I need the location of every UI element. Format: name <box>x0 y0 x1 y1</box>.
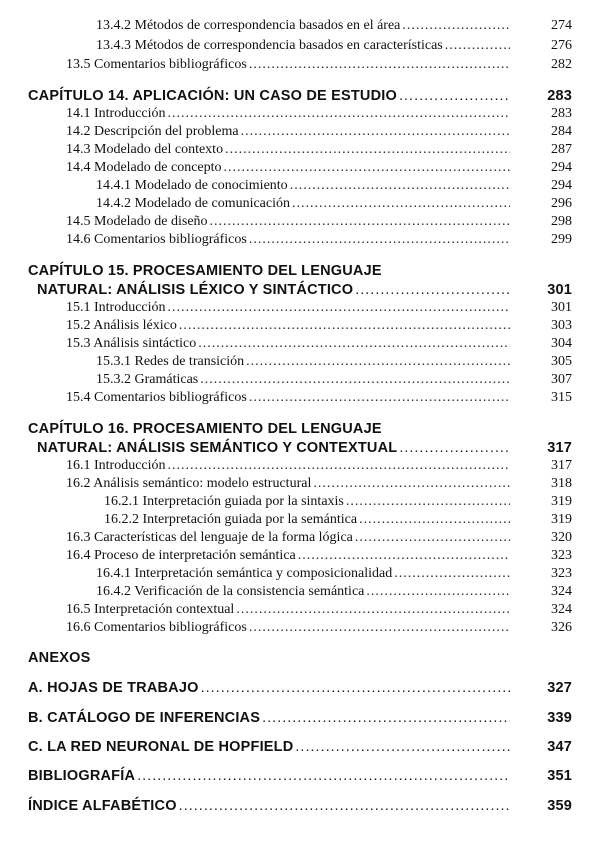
toc-page-number: 323 <box>551 566 572 581</box>
toc-leader-dots <box>246 354 510 370</box>
toc-annex-title: ÍNDICE ALFABÉTICO <box>28 798 177 814</box>
toc-entry-title: 15.3.2 Gramáticas <box>96 372 199 387</box>
toc-leader-dots <box>313 476 510 492</box>
toc-page-number: 305 <box>551 354 572 369</box>
toc-page-number: 276 <box>551 38 572 53</box>
toc-page-number: 327 <box>547 680 572 696</box>
toc-page-number: 304 <box>551 336 572 351</box>
toc-entry <box>66 57 572 75</box>
toc-leader-dots <box>399 440 510 456</box>
toc-page-number: 294 <box>551 178 572 193</box>
toc-page-number: 274 <box>551 18 572 33</box>
toc-entry <box>66 300 572 318</box>
toc-annex-title: C. LA RED NEURONAL DE HOPFIELD <box>28 739 294 755</box>
toc-leader-dots <box>168 300 510 316</box>
toc-page-number: 301 <box>551 300 572 315</box>
toc-leader-dots <box>445 38 510 54</box>
toc-entry-title: 13.4.3 Métodos de correspondencia basados en características <box>96 38 443 53</box>
toc-leader-dots <box>236 602 510 618</box>
toc-leader-dots <box>355 282 510 298</box>
toc-page-number: 359 <box>547 798 572 814</box>
toc-page-number: 282 <box>551 57 572 72</box>
toc-entry <box>66 106 572 124</box>
toc-entry-title: 15.2 Análisis léxico <box>66 318 177 333</box>
toc-leader-dots <box>168 106 510 122</box>
toc-page-number: 283 <box>551 106 572 121</box>
toc-entry-title: 14.5 Modelado de diseño <box>66 214 208 229</box>
toc-page-number: 294 <box>551 160 572 175</box>
toc-entry-title: 13.4.2 Métodos de correspondencia basados en el área <box>96 18 401 33</box>
toc-entry <box>66 390 572 408</box>
toc-entry-title: 13.5 Comentarios bibliográficos <box>66 57 247 72</box>
toc-entry-title: 16.6 Comentarios bibliográficos <box>66 620 247 635</box>
toc-page-number: 307 <box>551 372 572 387</box>
toc-entry <box>96 178 572 196</box>
toc-entry <box>66 232 572 250</box>
toc-leader-dots <box>225 142 510 158</box>
toc-page-number: 319 <box>551 494 572 509</box>
toc-leader-dots <box>298 548 510 564</box>
toc-entry-title: 16.2 Análisis semántico: modelo estructural <box>66 476 312 491</box>
toc-entry-title: 14.1 Introducción <box>66 106 166 121</box>
toc-entry-title: 15.3 Análisis sintáctico <box>66 336 197 351</box>
toc-page-number: 284 <box>551 124 572 139</box>
toc-page-number: 347 <box>547 739 572 755</box>
toc-chapter-heading <box>37 282 572 300</box>
toc-leader-dots <box>394 566 510 582</box>
toc-entry <box>96 354 572 372</box>
toc-annex-entry <box>28 710 572 728</box>
toc-page-number: 320 <box>551 530 572 545</box>
toc-chapter-heading <box>37 440 572 458</box>
toc-leader-dots <box>290 178 510 194</box>
toc-chapter-title: NATURAL: ANÁLISIS LÉXICO Y SINTÁCTICO <box>37 282 354 298</box>
toc-chapter-heading <box>28 88 572 106</box>
toc-page-number: 301 <box>547 282 572 298</box>
toc-chapter-heading-line: CAPÍTULO 16. PROCESAMIENTO DEL LENGUAJE <box>28 421 382 437</box>
toc-leader-dots <box>249 390 510 406</box>
toc-entry-title: 16.5 Interpretación contextual <box>66 602 235 617</box>
toc-entry-title: 16.4 Proceso de interpretación semántica <box>66 548 296 563</box>
toc-entry <box>66 530 572 548</box>
toc-leader-dots <box>241 124 510 140</box>
toc-entry <box>66 458 572 476</box>
toc-annex-title: A. HOJAS DE TRABAJO <box>28 680 199 696</box>
toc-leader-dots <box>200 372 510 388</box>
toc-leader-dots <box>249 620 510 636</box>
toc-leader-dots <box>262 710 510 726</box>
toc-leader-dots <box>168 458 510 474</box>
toc-page-number: 326 <box>551 620 572 635</box>
toc-annex-entry <box>28 798 572 816</box>
toc-chapter-title: NATURAL: ANÁLISIS SEMÁNTICO Y CONTEXTUAL <box>37 440 398 456</box>
toc-entry-title: 15.3.1 Redes de transición <box>96 354 245 369</box>
toc-entry <box>96 38 572 56</box>
toc-chapter-heading-line: CAPÍTULO 15. PROCESAMIENTO DEL LENGUAJE <box>28 263 382 279</box>
toc-entry <box>96 584 572 602</box>
toc-page-number: 319 <box>551 512 572 527</box>
toc-page-number: 283 <box>547 88 572 104</box>
toc-leader-dots <box>179 798 510 814</box>
toc-entry <box>66 476 572 494</box>
toc-entry-title: 14.6 Comentarios bibliográficos <box>66 232 247 247</box>
toc-page-number: 298 <box>551 214 572 229</box>
toc-page-number: 351 <box>547 768 572 784</box>
toc-page-number: 296 <box>551 196 572 211</box>
toc-entry-title: 16.1 Introducción <box>66 458 166 473</box>
toc-leader-dots <box>210 214 510 230</box>
toc-entry-title: 14.4.1 Modelado de conocimiento <box>96 178 288 193</box>
toc-entry <box>96 196 572 214</box>
toc-entry <box>66 336 572 354</box>
toc-entry <box>66 214 572 232</box>
toc-page-number: 317 <box>551 458 572 473</box>
toc-entry-title: 16.4.2 Verificación de la consistencia semántica <box>96 584 365 599</box>
toc-leader-dots <box>249 57 510 73</box>
toc-entry <box>96 18 572 36</box>
toc-annex-entry <box>28 768 572 786</box>
toc-entry-title: 14.3 Modelado del contexto <box>66 142 224 157</box>
toc-entry <box>66 160 572 178</box>
toc-leader-dots <box>402 18 510 34</box>
toc-annex-title: BIBLIOGRAFÍA <box>28 768 136 784</box>
toc-entry <box>96 372 572 390</box>
toc-annex-entry <box>28 680 572 698</box>
toc-page-number: 323 <box>551 548 572 563</box>
toc-leader-dots <box>346 494 510 510</box>
toc-leader-dots <box>399 88 510 104</box>
toc-leader-dots <box>137 768 510 784</box>
toc-page-number: 287 <box>551 142 572 157</box>
toc-entry <box>66 142 572 160</box>
toc-entry <box>104 494 572 512</box>
toc-leader-dots <box>249 232 510 248</box>
toc-page-number: 324 <box>551 584 572 599</box>
toc-leader-dots <box>292 196 510 212</box>
toc-leader-dots <box>366 584 510 600</box>
toc-entry-title: 14.4.2 Modelado de comunicación <box>96 196 291 211</box>
toc-leader-dots <box>355 530 510 546</box>
toc-entry <box>66 602 572 620</box>
toc-leader-dots <box>198 336 510 352</box>
toc-entry <box>66 318 572 336</box>
toc-entry <box>66 548 572 566</box>
toc-entry-title: 16.2.1 Interpretación guiada por la sintaxis <box>104 494 344 509</box>
toc-entry-title: 16.3 Características del lenguaje de la forma lógica <box>66 530 353 545</box>
toc-entry-title: 15.1 Introducción <box>66 300 166 315</box>
toc-entry-title: 15.4 Comentarios bibliográficos <box>66 390 247 405</box>
toc-page-number: 339 <box>547 710 572 726</box>
toc-page-number: 324 <box>551 602 572 617</box>
toc-entry-title: 16.2.2 Interpretación guiada por la semántica <box>104 512 358 527</box>
toc-page-number: 299 <box>551 232 572 247</box>
toc-entry-title: 14.2 Descripción del problema <box>66 124 239 139</box>
toc-annex-heading: ANEXOS <box>28 650 91 666</box>
toc-page-number: 317 <box>547 440 572 456</box>
toc-leader-dots <box>295 739 510 755</box>
toc-page-number: 303 <box>551 318 572 333</box>
toc-page-number: 318 <box>551 476 572 491</box>
toc-page-number: 315 <box>551 390 572 405</box>
toc-entry <box>104 512 572 530</box>
toc-leader-dots <box>224 160 510 176</box>
toc-entry-title: 14.4 Modelado de concepto <box>66 160 222 175</box>
toc-entry <box>66 124 572 142</box>
toc-annex-title: B. CATÁLOGO DE INFERENCIAS <box>28 710 261 726</box>
toc-annex-entry <box>28 739 572 757</box>
toc-entry-title: 16.4.1 Interpretación semántica y composicionalidad <box>96 566 393 581</box>
toc-entry <box>96 566 572 584</box>
toc-leader-dots <box>201 680 510 696</box>
toc-entry <box>66 620 572 638</box>
toc-leader-dots <box>179 318 510 334</box>
toc-leader-dots <box>359 512 510 528</box>
toc-chapter-title: CAPÍTULO 14. APLICACIÓN: UN CASO DE ESTUDIO <box>28 88 397 104</box>
